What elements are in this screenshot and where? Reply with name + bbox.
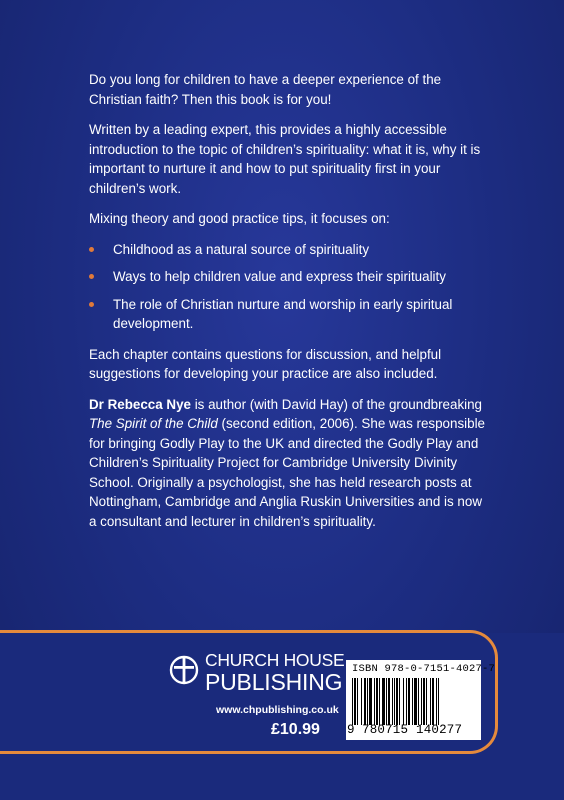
isbn-label: ISBN 978-0-7151-4027-7: [352, 663, 496, 675]
book-title: The Spirit of the Child: [89, 416, 218, 431]
list-item: Ways to help children value and express their spirituality: [89, 267, 489, 287]
barcode: ISBN 978-0-7151-4027-7 9 780715 140277: [346, 660, 481, 740]
barcode-bars: [352, 678, 474, 725]
bullet-dot-icon: [89, 274, 94, 279]
price: £10.99: [271, 721, 320, 738]
publisher-name-line1: CHURCH HOUSE: [205, 650, 345, 670]
list-item: The role of Christian nurture and worship in early spiritual development.: [89, 295, 489, 334]
bullet-dot-icon: [89, 247, 94, 252]
publisher-name-line2: PUBLISHING: [205, 668, 343, 695]
church-cross-logo-icon: [169, 655, 199, 685]
focus-list: [89, 240, 489, 334]
blurb-chapters: Each chapter contains questions for discussion, and helpful suggestions for developing your practice are also included.: [89, 346, 442, 381]
author-bio: Dr Rebecca Nye is author (with David Hay) of the groundbreaking The Spirit of the Child (second edition, 2006). She was responsible for bringing Godly Play to the UK and directed the Godly Play and Children’s Spirituality Project for Cambridge University Divinity School. Originally a psychologist, she has held research posts at Nottingham, Cambridge and Anglia Ruskin Universities and is now a consultant and lecturer in children’s spirituality.: [89, 396, 485, 529]
publisher-url[interactable]: www.chpublishing.co.uk: [216, 704, 339, 716]
bullet-dot-icon: [89, 302, 94, 307]
author-name: Dr Rebecca Nye: [89, 396, 191, 412]
list-item: Childhood as a natural source of spirituality: [89, 240, 489, 260]
blurb-intro: Do you long for children to have a deeper experience of the Christian faith? Then this book is for you!: [89, 72, 442, 107]
publisher-logo: [169, 652, 344, 694]
blurb-list-intro: Mixing theory and good practice tips, it focuses on:: [89, 211, 390, 226]
blurb-text: [89, 70, 489, 542]
blurb-description: Written by a leading expert, this provides a highly accessible introduction to the topic of children’s spirituality: what it is, why it is important to nurture it and how to put spirituality first in your children’s work.: [89, 122, 481, 196]
